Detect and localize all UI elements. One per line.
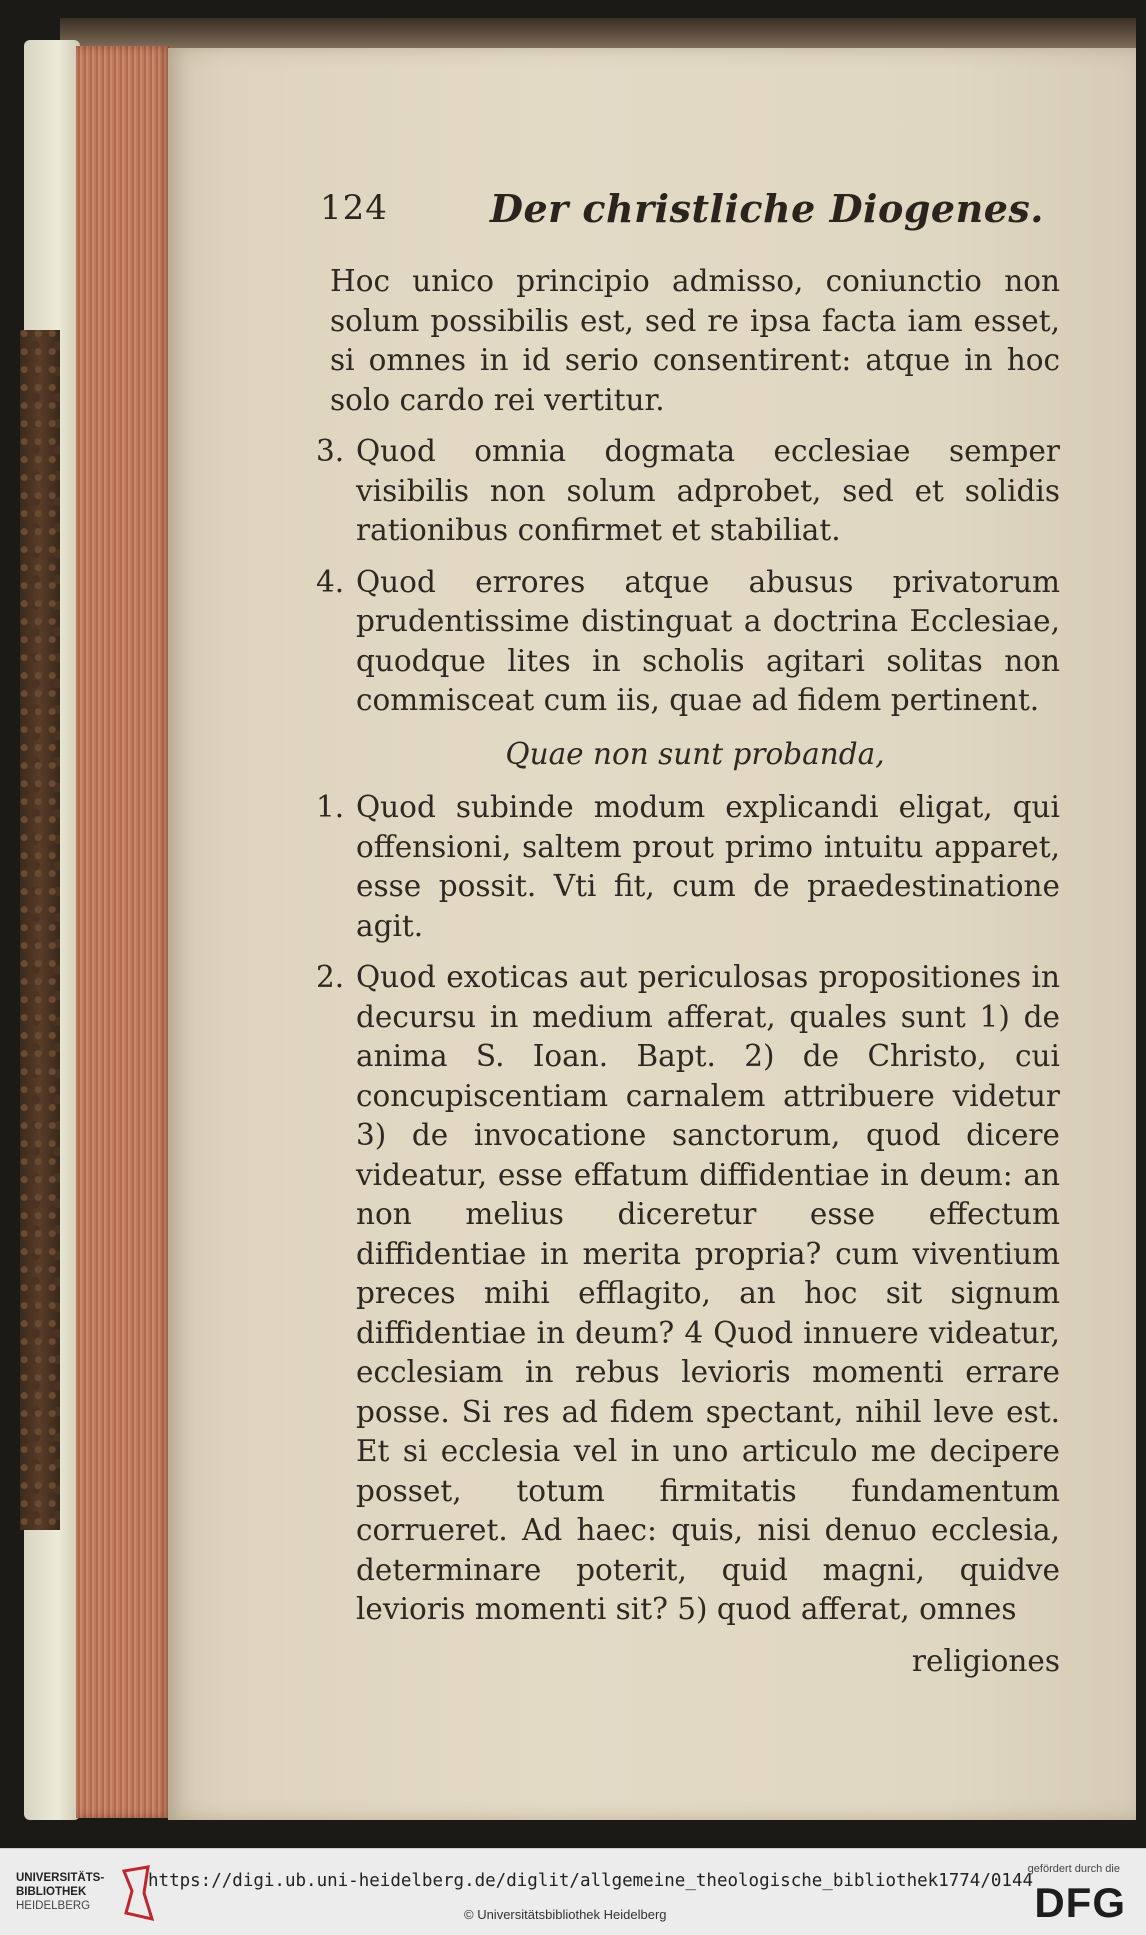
item-text: Quod exoticas aut periculosas propositiones in decursu in medium afferat, quales sunt 1) de anima S. Ioan. Bapt. 2) de Christo, cui concupiscentiam carnalem attribuere videtur 3) de invocatione sanctorum, quod dicere videatur, esse effatum diffidentiae in deum: an non melius diceretur esse effectum diffidentiae in merita propria? cum viventium preces mihi efflagito, an hoc sit signum diffidentiae in deum? 4 Quod innuere videatur, ecclesiam in rebus levioris momenti errare posse. Si res ad fidem spectant, nihil leve est. Et si ecclesia vel in uno articulo me decipere posset, totum firmitatis fundamentum corrueret. Ad haec: quis, nisi denuo ecclesia, determinare poterit, quid magni, quidve levioris momenti sit? 5) quod afferat, omnes: [356, 960, 1060, 1626]
dfg-logo: DFG: [1034, 1879, 1126, 1926]
marbled-cover: [20, 330, 60, 1530]
permalink-url[interactable]: https://digi.ub.uni-heidelberg.de/diglit/allgemeine_theologische_bibliothek1774/0144: [148, 1871, 1034, 1891]
item-text: Quod errores atque abusus privatorum prudentissime distinguat a doctrina Ecclesiae, quodque lites in scholis agitari solitas non commisceat cum iis, quae ad fidem pertinent.: [356, 564, 1060, 717]
library-name-line1: UNIVERSITÄTS-: [16, 1872, 105, 1884]
intro-paragraph: Hoc unico principio admisso, coniunctio non solum possibilis est, sed re ipsa facta iam esset, si omnes in id serio consentirent: atque in hoc solo cardo rei vertitur.: [330, 264, 1060, 417]
page-text: [316, 262, 1060, 1681]
item-text: Quod omnia dogmata ecclesiae semper visibilis non solum adprobet, sed et solidis rationibus confirmet et stabiliat.: [356, 434, 1060, 547]
section-subheading: Quae non sunt probanda,: [505, 736, 885, 771]
list-item: [316, 958, 1060, 1630]
viewer-footer: [0, 1848, 1146, 1935]
item-number: 2.: [316, 960, 345, 994]
page-number: 124: [320, 188, 388, 228]
copyright-notice: © Universitätsbibliothek Heidelberg: [464, 1907, 667, 1922]
library-name-line2: BIBLIOTHEK: [16, 1886, 87, 1898]
list-item: [316, 563, 1060, 721]
list-item: [316, 432, 1060, 551]
page-header: [320, 188, 1060, 248]
item-number: 4.: [316, 564, 345, 599]
running-title: Der christliche Diogenes.: [490, 186, 1044, 231]
funding-note: gefördert durch die: [1027, 1863, 1120, 1875]
item-text: Quod subinde modum explicandi eligat, qui offensioni, saltem prout primo intuitu apparet, esse possit. Vti fit, cum de praedestinatione agit.: [356, 790, 1060, 943]
item-number: 3.: [316, 434, 345, 468]
catchword: religiones: [911, 1643, 1060, 1678]
item-number: 1.: [316, 790, 345, 824]
page-edges: [76, 46, 172, 1818]
list-item: [316, 788, 1060, 946]
library-name-line3: HEIDELBERG: [16, 1900, 91, 1912]
